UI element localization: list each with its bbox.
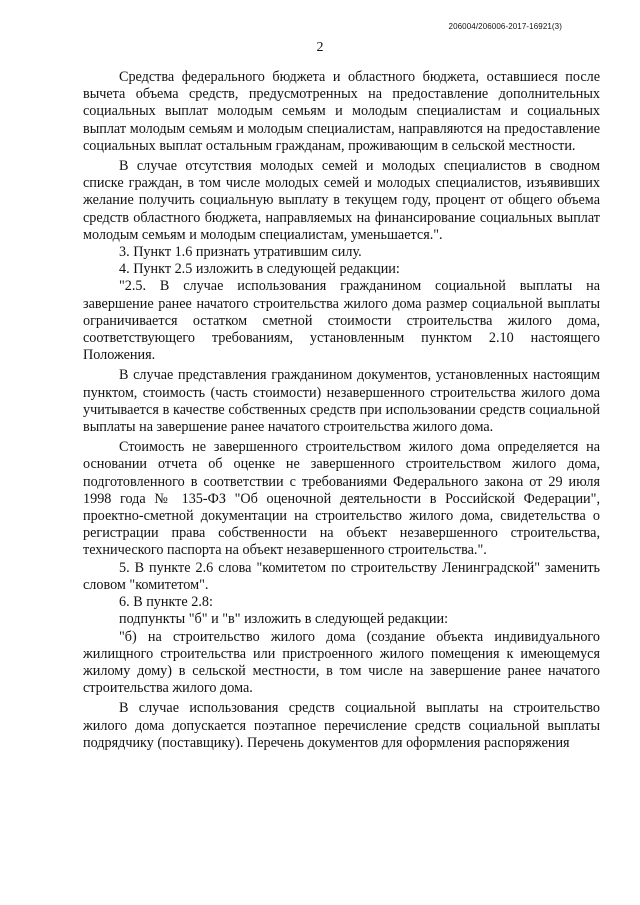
paragraph-item-4: 4. Пункт 2.5 изложить в следующей редакции: xyxy=(119,261,400,278)
paragraph-no-young-families: В случае отсутствия молодых семей и молодых специалистов в сводном списке граждан, в том числе молодых семей и молодых специалистов, изъявивших желание получить социальную выплату в текущем году, процент от общего объема средств областного бюджета, направляемых на финансирование социальных выплат молодым семьям и молодым специалистам, уменьшается.". xyxy=(83,158,600,243)
paragraph-staged-transfer: В случае использования средств социальной выплаты на строительство жилого дома допускается поэтапное перечисление средств социальной выплаты подрядчику (поставщику). Перечень документов для оформления распоряжения xyxy=(83,700,600,751)
paragraph-cost-determination: Стоимость не завершенного строительством жилого дома определяется на основании отчета об оценке не завершенного строительством жилого дома, подготовленного в соответствии с требованиями Федерального закона от 29 июля 1998 года № 135-ФЗ "Об оценочной деятельности в Российской Федерации", проектно-сметной документации на строительство жилого дома, свидетельства о регистрации права собственности на объект незавершенного строительства, технического паспорта на объект незавершенного строительства.". xyxy=(83,439,600,559)
paragraph-item-5: 5. В пункте 2.6 слова "комитетом по строительству Ленинградской" заменить словом "комитетом". xyxy=(83,559,600,593)
paragraph-item-3: 3. Пункт 1.6 признать утратившим силу. xyxy=(119,244,362,261)
paragraph-clause-2-5: "2.5. В случае использования гражданином социальной выплаты на завершение ранее начатого строительства жилого дома размер социальной выплаты ограничивается остатком сметной стоимости строительства жилого дома, соответствующего требованиям, установленным пунктом 2.10 настоящего Положения. xyxy=(83,278,600,364)
page-number: 2 xyxy=(316,40,324,55)
paragraph-subitem-b: "б) на строительство жилого дома (создание объекта индивидуального жилищного строительства или пристроенного жилого помещения к имеющемуся жилому дому) в сельской местности, в том числе на завершение ранее начатого строительства жилого дома. xyxy=(83,628,600,697)
paragraph-item-6: 6. В пункте 2.8: xyxy=(119,594,213,611)
paragraph-subitems-b-v: подпункты "б" и "в" изложить в следующей редакции: xyxy=(119,611,449,628)
document-body xyxy=(83,69,600,752)
paragraph-documents-submission: В случае представления гражданином документов, установленных настоящим пунктом, стоимость (часть стоимости) незавершенного строительства жилого дома учитывается в качестве собственных средств при использовании средств социальной выплаты на завершение ранее начатого строительства жилого дома. xyxy=(83,367,600,436)
paragraph-budget-funds: Средства федерального бюджета и областного бюджета, оставшиеся после вычета объема средств, предусмотренных на предоставление дополнительных социальных выплат молодым семьям и молодым специалистам и социальных выплат молодым семьям и молодым специалистам, направляются на предоставление социальных выплат остальным гражданам, проживающим в сельской местности. xyxy=(83,69,600,154)
document-id: 206004/206006-2017-16921(3) xyxy=(448,22,562,31)
